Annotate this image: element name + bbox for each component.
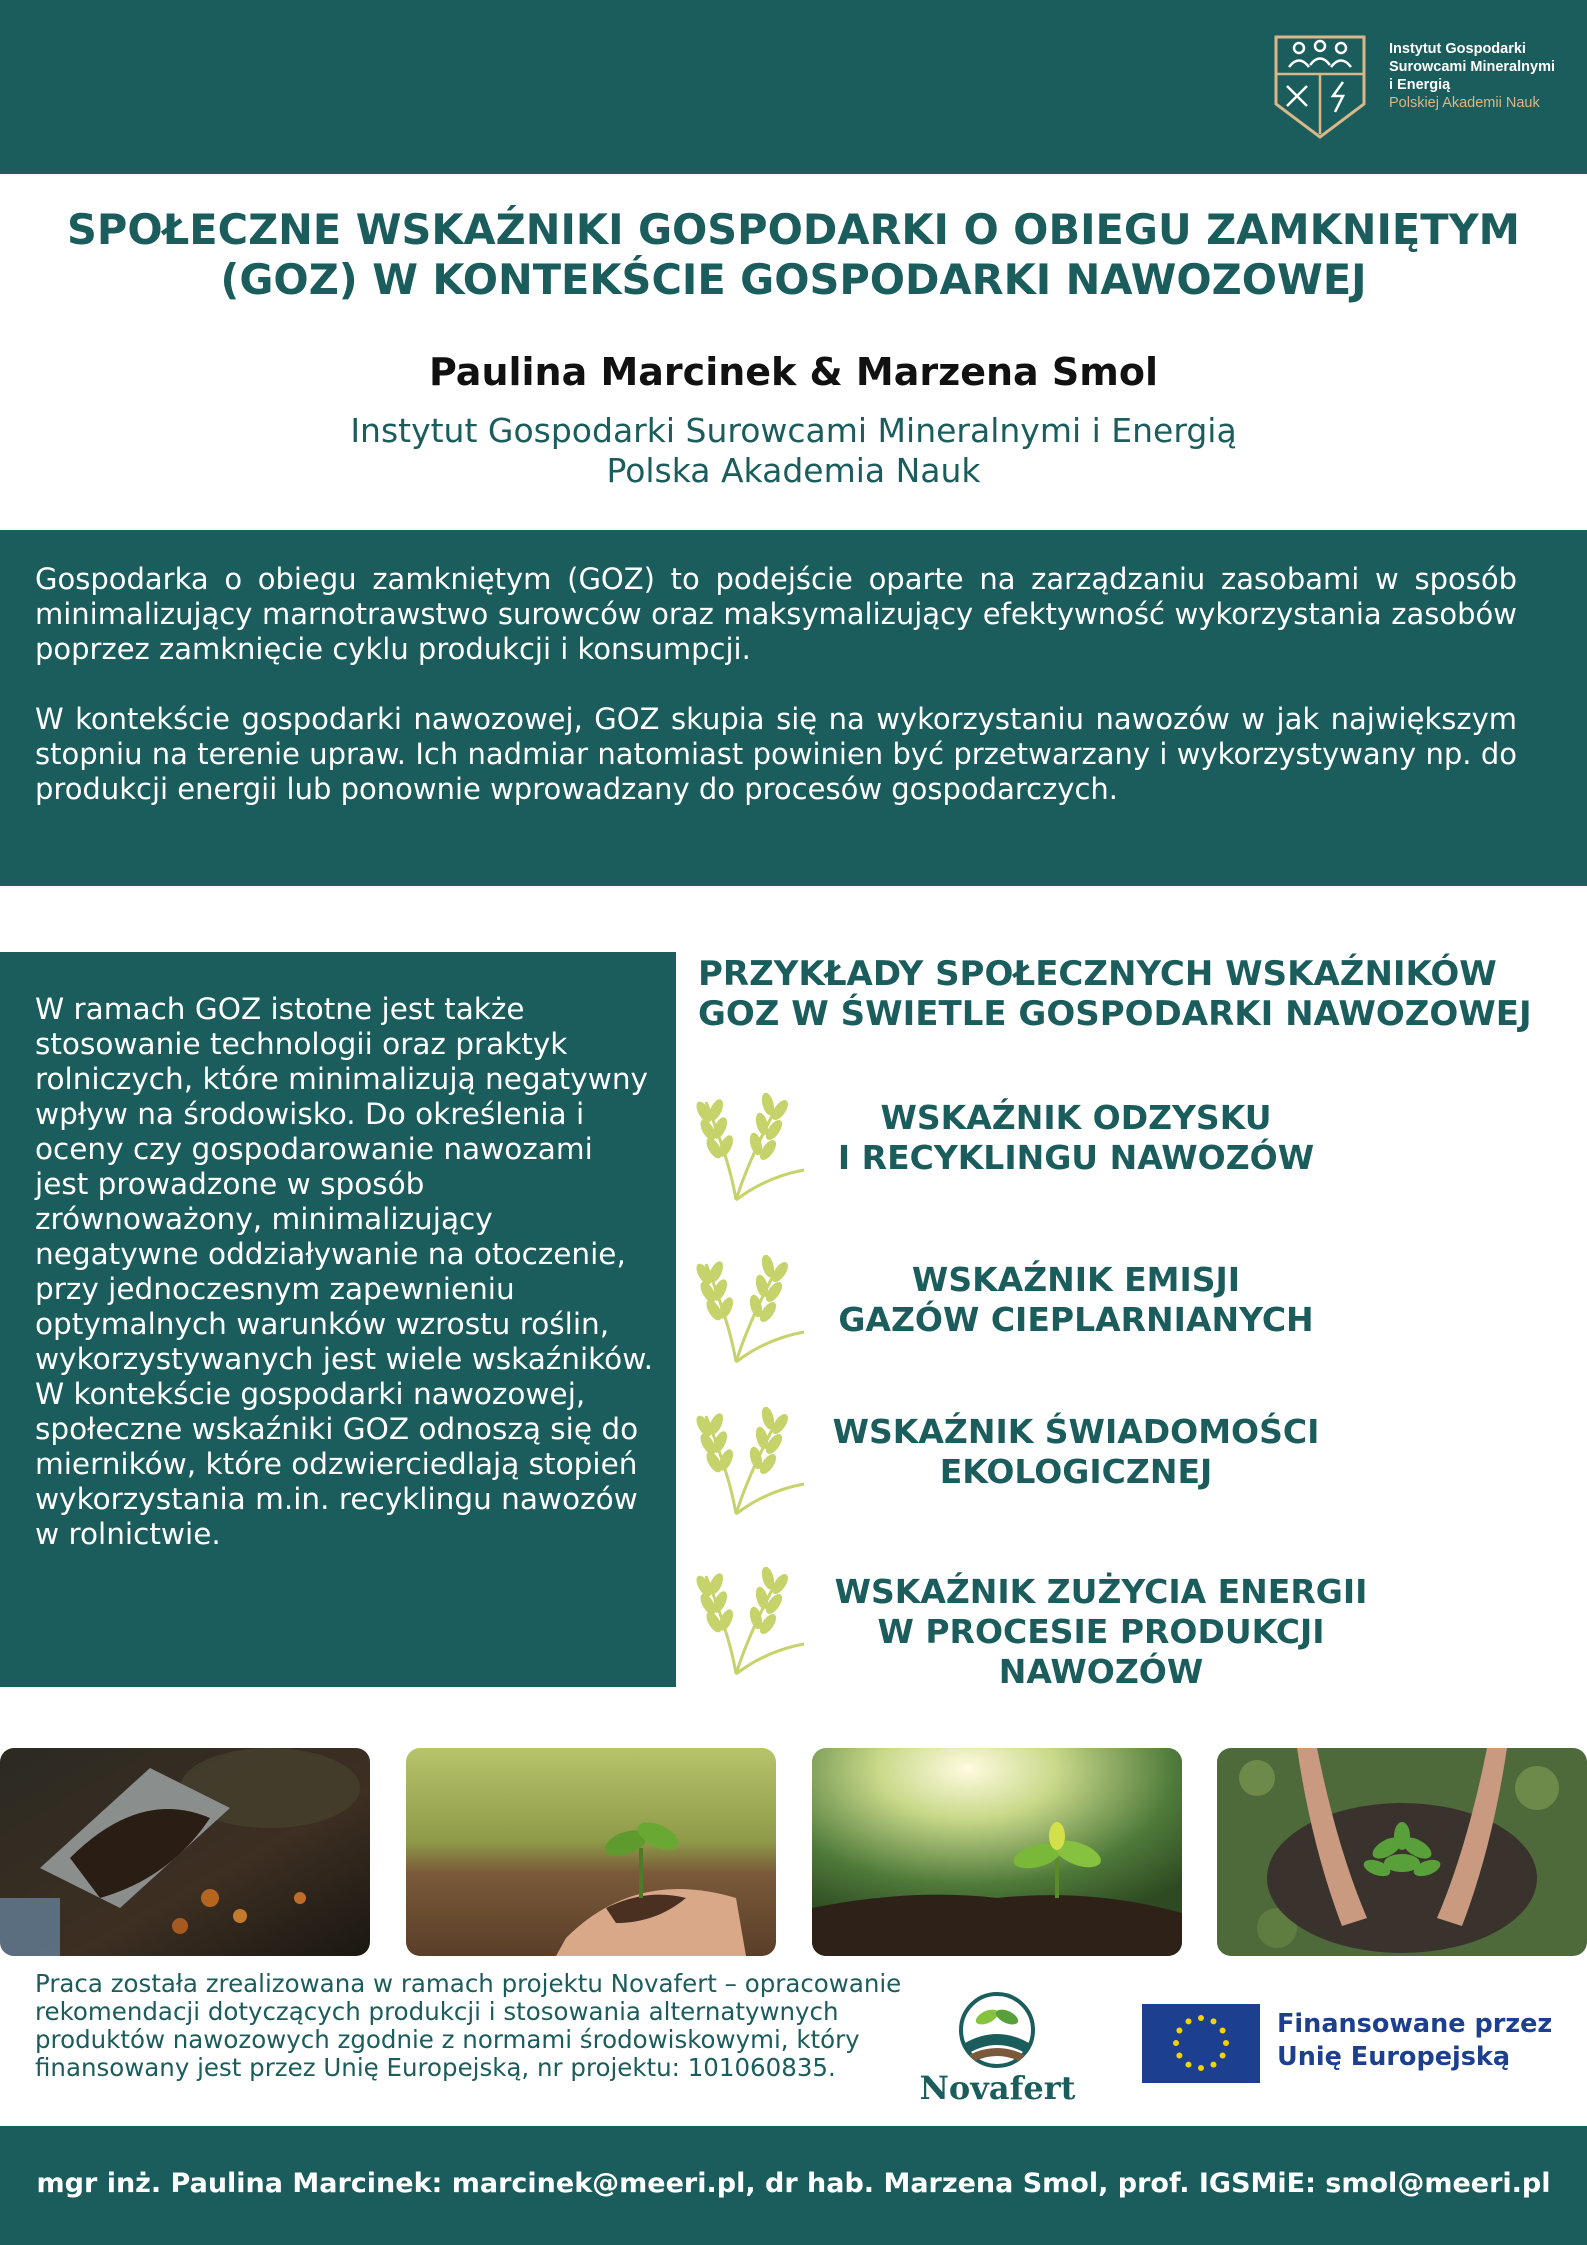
poster-title xyxy=(40,205,1547,305)
institute-line: Polska Akademia Nauk xyxy=(606,451,981,490)
indicator-line: WSKAŹNIK ZUŻYCIA ENERGII xyxy=(834,1572,1368,1611)
logo-line: Polskiej Akademii Nauk xyxy=(1389,95,1540,111)
indicator-label xyxy=(796,1098,1356,1178)
intro-paragraph: Gospodarka o obiegu zamkniętym (GOZ) to podejście oparte na zarządzaniu zasobami w sposób minimalizujący marnotrawstwo surowców oraz maksymalizujący efektywność wykorzystania zasobów poprzez zamknięcie cyklu produkcji i konsumpcji. xyxy=(35,562,1517,666)
wheat-icon xyxy=(686,1082,806,1202)
institute-logo xyxy=(1273,34,1573,140)
wheat-icon xyxy=(686,1244,806,1364)
novafert-logo xyxy=(915,1985,1080,2125)
indicator-line: GAZÓW CIEPLARNIANYCH xyxy=(838,1300,1314,1339)
eu-flag-icon xyxy=(1142,2004,1260,2083)
eu-line: Finansowane przez xyxy=(1277,2009,1553,2039)
indicator-label xyxy=(796,1412,1356,1492)
institute-line: Instytut Gospodarki Surowcami Mineralnymi i Energią xyxy=(350,411,1237,450)
indicator-line: EKOLOGICZNEJ xyxy=(939,1452,1213,1491)
left-text-box xyxy=(0,952,676,1687)
indicator-label xyxy=(796,1260,1356,1340)
indicator-item xyxy=(686,1396,1587,1536)
indicator-line: WSKAŹNIK ODZYSKU xyxy=(880,1098,1272,1137)
logo-line: Surowcami Mineralnymi xyxy=(1389,59,1555,75)
logo-line: i Energią xyxy=(1389,77,1451,93)
contact-band xyxy=(0,2126,1587,2245)
photo-hands-planting xyxy=(1217,1748,1587,1956)
photo-sprout-sunlight xyxy=(812,1748,1182,1956)
indicator-line: WSKAŹNIK EMISJI xyxy=(911,1260,1241,1299)
eu-line: Unię Europejską xyxy=(1277,2042,1511,2072)
institute-name xyxy=(0,411,1587,491)
intro-section xyxy=(0,530,1587,886)
novafert-name: Novafert xyxy=(919,2069,1076,2107)
institute-logo-text xyxy=(1389,40,1555,112)
header-band xyxy=(0,0,1587,174)
title-line: SPOŁECZNE WSKAŹNIKI GOSPODARKI O OBIEGU ZAMKNIĘTYM xyxy=(67,205,1520,254)
indicator-item xyxy=(686,1556,1587,1696)
institute-logo-mark xyxy=(1273,34,1367,140)
indicator-label xyxy=(776,1572,1426,1692)
indicator-line: I RECYKLINGU NAWOZÓW xyxy=(837,1138,1315,1177)
photo-hands-seedling xyxy=(406,1748,776,1956)
indicators-heading xyxy=(698,954,1578,1034)
authors: Paulina Marcinek & Marzena Smol xyxy=(428,350,1159,394)
heading-line: GOZ W ŚWIETLE GOSPODARKI NAWOZOWEJ xyxy=(698,994,1532,1034)
title-line: (GOZ) W KONTEKŚCIE GOSPODARKI NAWOZOWEJ xyxy=(220,255,1367,304)
indicator-item xyxy=(686,1082,1587,1222)
funding-note: Praca została zrealizowana w ramach projektu Novafert – opracowanie rekomendacji dotyczących produkcji i stosowania alternatywnych produktów nawozowych zgodnie z normami środowiskowymi, który finansowany jest przez Unię Europejską, nr projektu: 101060835. xyxy=(35,1969,902,2082)
indicator-item xyxy=(686,1244,1587,1384)
photo-trowel-soil xyxy=(0,1748,370,1956)
indicator-line: WSKAŹNIK ŚWIADOMOŚCI xyxy=(832,1412,1320,1451)
contact-info: mgr inż. Paulina Marcinek: marcinek@meeri.pl, dr hab. Marzena Smol, prof. IGSMiE: smol@meeri.pl xyxy=(36,2168,1551,2199)
intro-paragraph: W kontekście gospodarki nawozowej, GOZ skupia się na wykorzystaniu nawozów w jak największym stopniu na terenie upraw. Ich nadmiar natomiast powinien być przetwarzany i wykorzystywany np. do produkcji energii lub ponownie wprowadzany do procesów gospodarczych. xyxy=(35,702,1517,806)
eu-funding-label xyxy=(1277,2008,1552,2074)
heading-line: PRZYKŁADY SPOŁECZNYCH WSKAŹNIKÓW xyxy=(698,954,1497,994)
left-paragraph: W ramach GOZ istotne jest także stosowanie technologii oraz praktyk rolniczych, które minimalizują negatywny wpływ na środowisko. Do określenia i oceny czy gospodarowanie nawozami jest prowadzone w sposób zrównoważony, minimalizujący negatywne oddziaływanie na otoczenie, przy jednoczesnym zapewnieniu optymalnych warunków wzrostu roślin, wykorzystywanych jest wiele wskaźników. W kontekście gospodarki nawozowej, społeczne wskaźniki GOZ odnoszą się do mierników, które odzwierciedlają stopień wykorzystania m.in. recyklingu nawozów w rolnictwie. xyxy=(35,992,654,1551)
wheat-icon xyxy=(686,1396,806,1516)
logo-line: Instytut Gospodarki xyxy=(1389,41,1526,57)
novafert-emblem xyxy=(915,1985,1080,2075)
indicator-line: W PROCESIE PRODUKCJI NAWOZÓW xyxy=(877,1612,1325,1691)
